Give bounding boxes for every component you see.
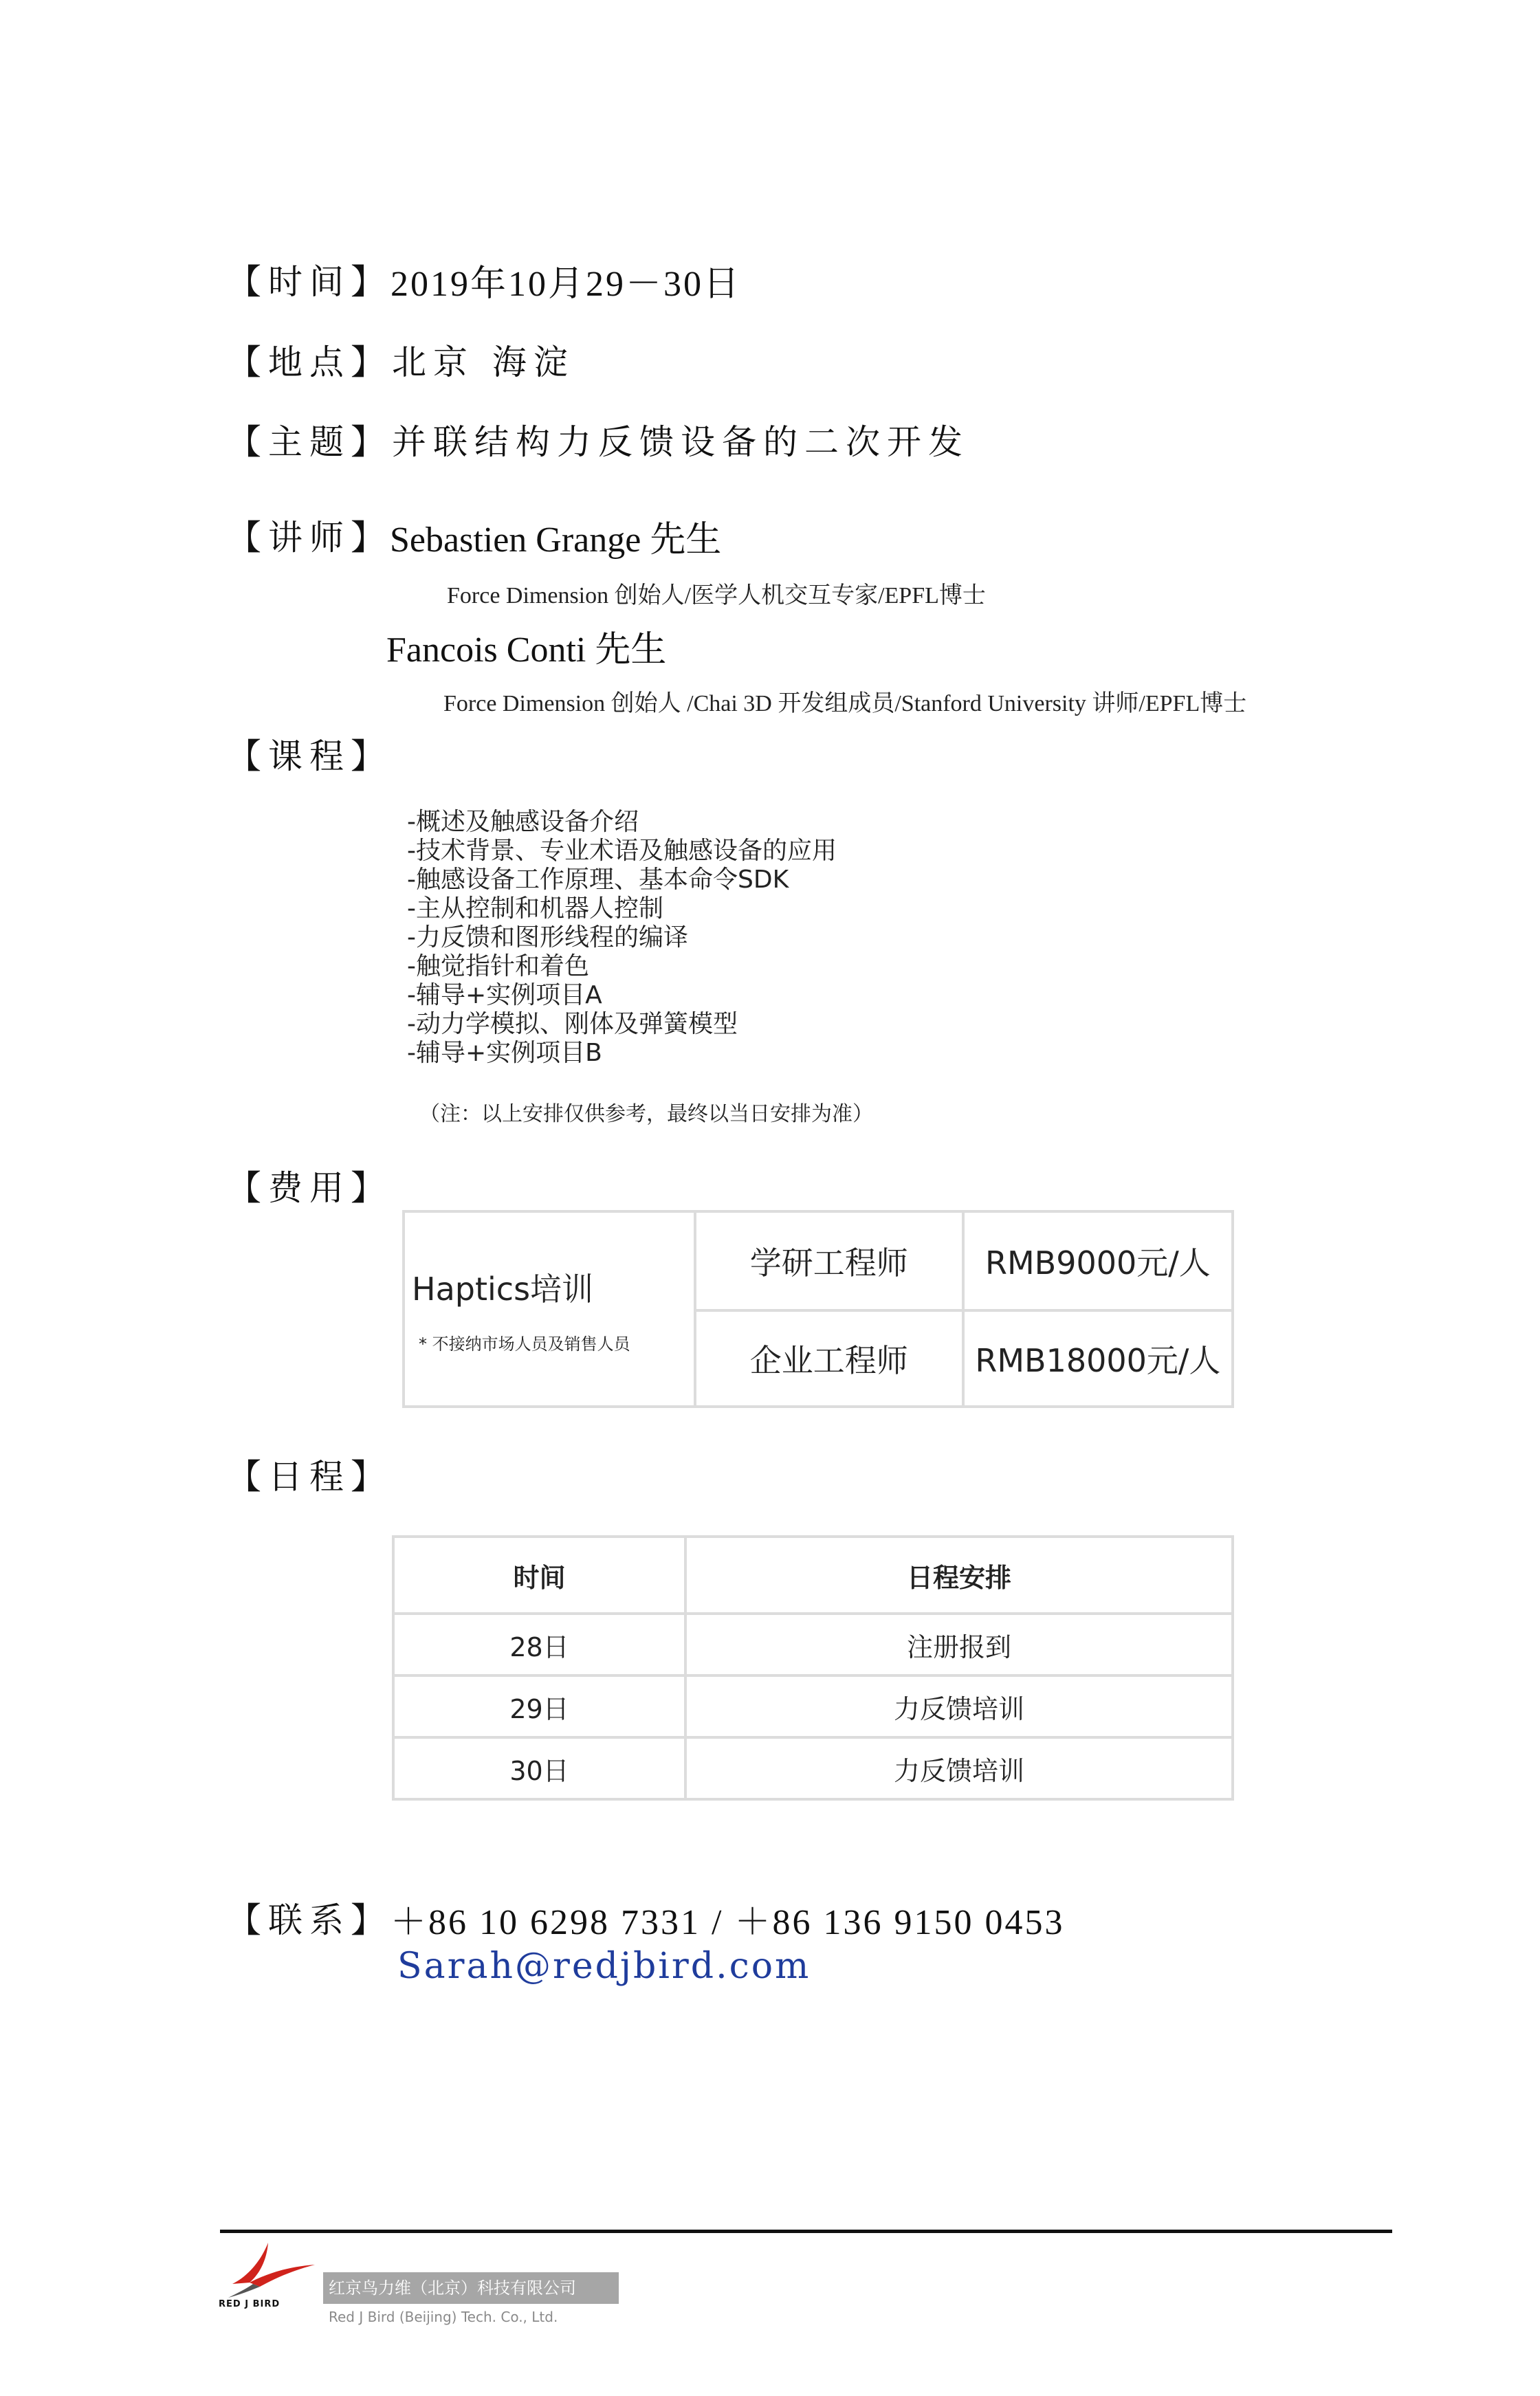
list-item: -触感设备工作原理、基本命令SDK [407,866,789,894]
contact-phones: ＋86 10 6298 7331 / ＋86 136 9150 0453 [390,1903,1065,1942]
lecturer-title: Force Dimension 创始人 /Chai 3D 开发组成员/Stanford University 讲师/EPFL博士 [443,691,1247,716]
footer-divider [220,2230,1392,2233]
logo [219,2236,322,2311]
table-row [393,1614,1233,1675]
table-row [393,1737,1233,1799]
list-item: -辅导+实例项目B [407,1039,602,1067]
topic-label: 【主题】 [227,422,392,462]
location-value: 北京 海淀 [392,342,575,382]
list-item: -辅导+实例项目A [407,981,602,1009]
fee-name: Haptics培训 [412,1270,594,1308]
table-cell: 28日 [393,1614,685,1675]
lecturer-name: Sebastien Grange 先生 [390,520,722,560]
topic-value: 并联结构力反馈设备的二次开发 [392,422,969,462]
list-item: -触觉指针和着色 [407,952,589,980]
company-name-en: Red J Bird (Beijing) Tech. Co., Ltd. [329,2309,558,2325]
fee-table [402,1210,1234,1408]
list-item: -主从控制和机器人控制 [407,894,663,923]
table-cell: 力反馈培训 [685,1737,1233,1799]
list-item: -动力学模拟、刚体及弹簧模型 [407,1010,738,1038]
table-header: 日程安排 [685,1537,1233,1614]
contact-label: 【联系】 [227,1900,392,1940]
fee-name-cell [404,1211,695,1407]
course-list [407,808,837,1068]
fee-type: 学研工程师 [695,1211,963,1310]
course-label: 【课程】 [227,736,392,776]
fee-type: 企业工程师 [695,1310,963,1407]
table-header: 时间 [393,1537,685,1614]
course-note: （注：以上安排仅供参考，最终以当日安排为准） [419,1102,873,1126]
table-cell: 29日 [393,1675,685,1737]
location-label: 【地点】 [227,342,392,382]
fee-price: RMB18000元/人 [963,1310,1233,1407]
table-row [393,1675,1233,1737]
fee-note: * 不接纳市场人员及销售人员 [419,1334,630,1354]
table-cell: 力反馈培训 [685,1675,1233,1737]
contact-email[interactable]: Sarah@redjbird.com [397,1946,811,1987]
company-banner [323,2272,619,2304]
lecturer-name: Fancois Conti 先生 [386,630,667,670]
fee-label: 【费用】 [227,1168,392,1208]
bird-logo-icon [219,2236,322,2298]
list-item: -力反馈和图形线程的编译 [407,923,688,952]
table-cell: 30日 [393,1737,685,1799]
fee-price: RMB9000元/人 [963,1211,1233,1310]
time-label: 【时间】 [227,262,392,302]
table-header-row [393,1537,1233,1614]
list-item: -概述及触感设备介绍 [407,808,639,836]
lecturer-label: 【讲师】 [227,518,392,558]
schedule-table [392,1535,1234,1801]
table-cell: 注册报到 [685,1614,1233,1675]
schedule-label: 【日程】 [227,1457,392,1497]
list-item: -技术背景、专业术语及触感设备的应用 [407,837,837,865]
time-value: 2019年10月29－30日 [390,265,742,304]
company-name-cn: 红京鸟力维（北京）科技有限公司 [329,2278,576,2298]
lecturer-title: Force Dimension 创始人/医学人机交互专家/EPFL博士 [447,583,986,608]
logo-text: RED J BIRD [219,2299,280,2309]
